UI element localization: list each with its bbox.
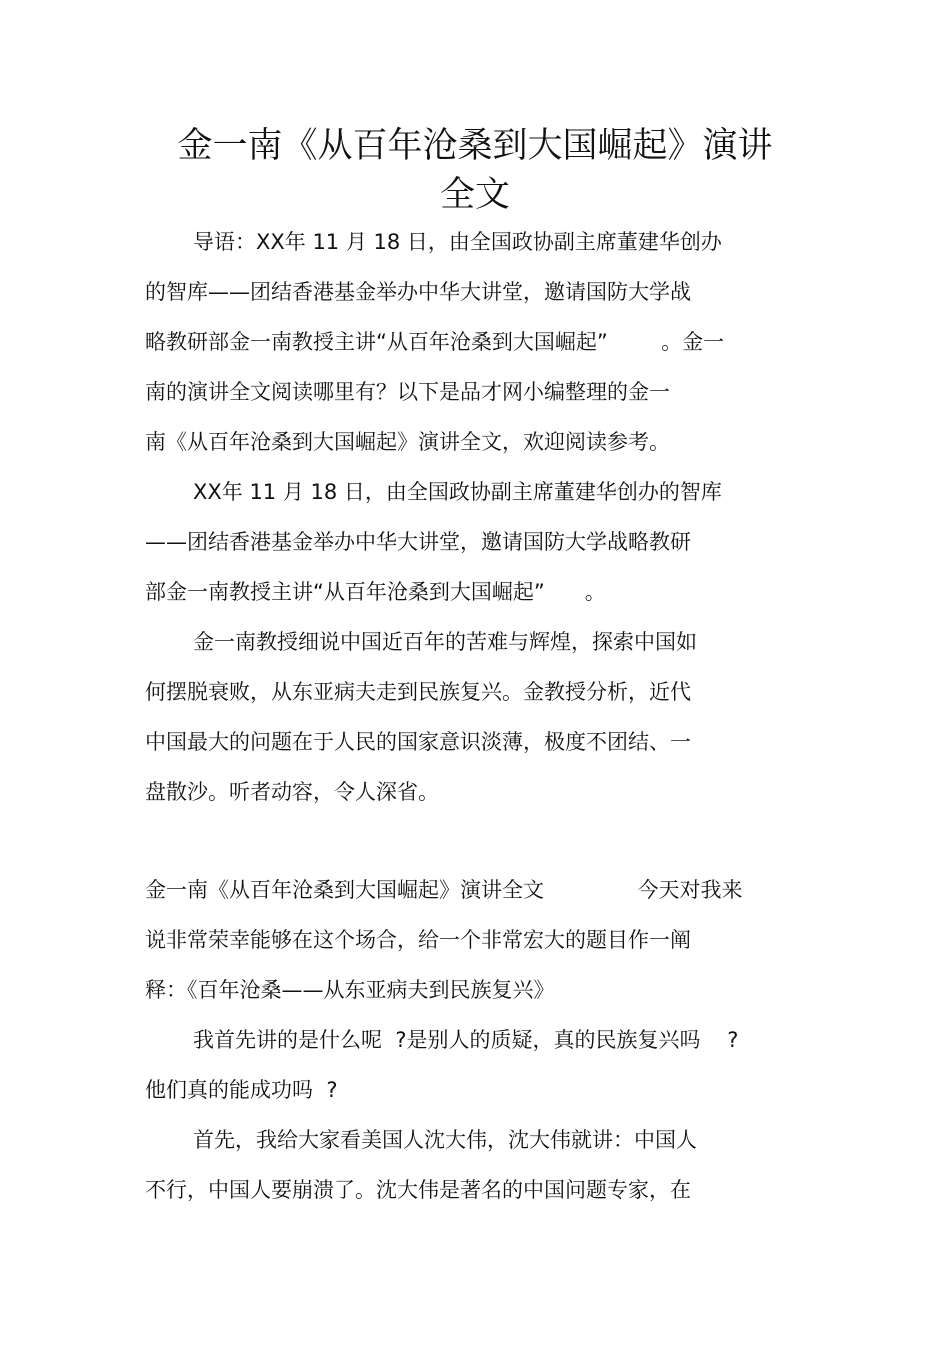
paragraph-line: 说非常荣幸能够在这个场合，给一个非常宏大的题目作一阐 [145,928,691,952]
paragraph-line: 释：《百年沧桑——从东亚病夫到民族复兴》 [145,978,555,1002]
paragraph-line: 中国最大的问题在于人民的国家意识淡薄，极度不团结、一 [145,730,691,754]
paragraph-line: ——团结香港基金举办中华大讲堂，邀请国防大学战略教研 [145,530,691,554]
paragraph-line: 他们真的能成功吗 ? [145,1078,338,1102]
paragraph-line: 何摆脱衰败，从东亚病夫走到民族复兴。金教授分析，近代 [145,680,691,704]
document-title-line-2: 全文 [439,175,510,215]
paragraph-line: 金一南《从百年沧桑到大国崛起》演讲全文 今天对我来 [145,878,743,902]
paragraph-line: 我首先讲的是什么呢 ?是别人的质疑，真的民族复兴吗 ? [193,1028,739,1052]
paragraph-line: 导语：XX年 11 月 18 日，由全国政协副主席董建华创办 [193,230,722,254]
paragraph-line: 略教研部金一南教授主讲“从百年沧桑到大国崛起” 。金一 [145,330,725,354]
paragraph-line: 的智库——团结香港基金举办中华大讲堂，邀请国防大学战 [145,280,691,304]
paragraph-line: 首先，我给大家看美国人沈大伟，沈大伟就讲：中国人 [193,1128,697,1152]
paragraph-line: 不行，中国人要崩溃了。沈大伟是著名的中国问题专家，在 [145,1178,691,1202]
paragraph-line: 南《从百年沧桑到大国崛起》演讲全文，欢迎阅读参考。 [145,430,670,454]
document-title-line-1: 金一南《从百年沧桑到大国崛起》演讲 [177,126,773,166]
paragraph-line: XX年 11 月 18 日，由全国政协副主席董建华创办的智库 [193,480,722,504]
paragraph-line: 南的演讲全文阅读哪里有？以下是品才网小编整理的金一 [145,380,670,404]
paragraph-line: 部金一南教授主讲“从百年沧桑到大国崛起” 。 [145,580,606,604]
paragraph-line: 盘散沙。听者动容，令人深省。 [145,780,439,804]
paragraph-line: 金一南教授细说中国近百年的苦难与辉煌，探索中国如 [193,630,697,654]
